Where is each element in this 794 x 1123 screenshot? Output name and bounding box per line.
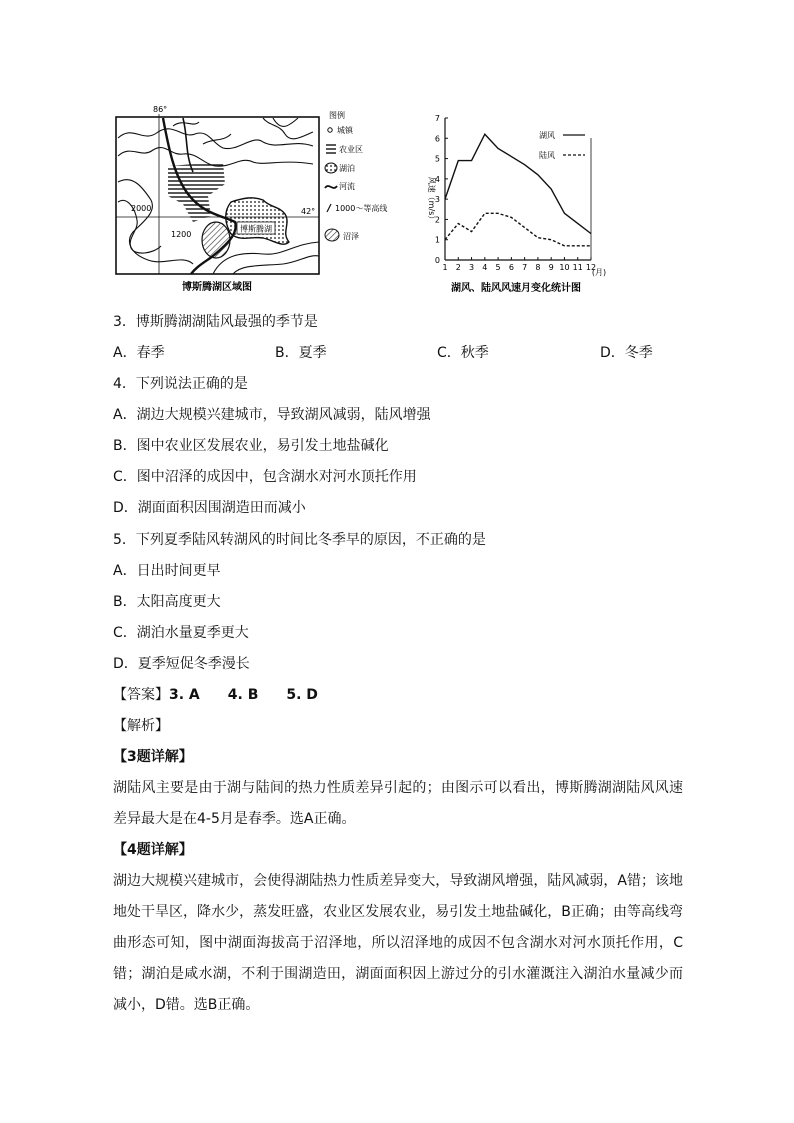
question-4-option-c: C．图中沼泽的成因中，包含湖水对河水顶托作用 — [113, 469, 417, 485]
answer-label: 【答案】 — [113, 687, 169, 703]
y-tick-label: 4 — [434, 174, 440, 184]
x-tick-label: 12 — [585, 263, 597, 272]
x-tick-label: 3 — [468, 263, 475, 272]
question-4-stem: 4．下列说法正确的是 — [113, 376, 248, 392]
question-3-stem: 3．博斯腾湖湖陆风最强的季节是 — [113, 314, 318, 330]
x-tick-label: 9 — [548, 263, 554, 272]
question-3-option-c: C．秋季 — [437, 345, 489, 361]
lake-label: 博斯腾湖 — [240, 224, 272, 234]
chart-series — [445, 134, 591, 246]
question-4-detail-body: 湖边大规模兴建城市，会使得湖陆热力性质差异变大，导致湖风增强，陆风减弱，A错；该地地处干旱区，降水少，蒸发旺盛，农业区发展农业，易引发土地盐碱化，B正确；由等高线弯曲形态可知，图中湖面海拔高于沼泽地，所以沼泽地的成因不包含湖水对河水顶托作用，C错；湖泊是咸水湖，不利于围湖造田，湖面面积因上游过分的引水灌溉注入湖泊水量减少而减小，D错。选B正确。 — [113, 873, 683, 1013]
series-line-lake-wind — [445, 134, 591, 233]
answer-text: 3. A 4. B 5. D — [169, 687, 318, 703]
legend-item-town: 城镇 — [337, 126, 353, 135]
question-5-option-b: B．太阳高度更大 — [113, 594, 221, 610]
y-tick-label: 3 — [434, 195, 440, 205]
question-4-option-d: D．湖面面积因围湖造田而减小 — [113, 500, 306, 516]
chart-x-label: (月) — [591, 268, 607, 277]
chart-title: 湖风、陆风风速月变化统计图 — [451, 283, 581, 294]
map-legend — [325, 110, 387, 241]
chart-axes — [445, 118, 591, 260]
town-icon — [328, 128, 332, 132]
contour-label-1200: 1200 — [171, 230, 192, 239]
agricultural-area-icon — [326, 144, 336, 154]
y-tick-label: 1 — [434, 235, 440, 245]
question-3-option-b: B．夏季 — [275, 345, 327, 361]
latitude-label: 42° — [301, 207, 316, 216]
legend-item-river: 河流 — [339, 182, 355, 191]
question-5-stem: 5．下列夏季陆风转湖风的时间比冬季早的原因，不正确的是 — [113, 532, 486, 548]
question-3-option-a: A．春季 — [113, 345, 165, 361]
legend-label-land-wind: 陆风 — [539, 151, 555, 160]
y-tick-label: 0 — [434, 256, 440, 265]
legend-item-contour: 1000～等高线 — [335, 204, 388, 213]
map-caption: 博斯腾湖区域图 — [182, 282, 252, 293]
analysis-label: 【解析】 — [113, 718, 169, 734]
swamp — [202, 222, 230, 258]
longitude-label: 86° — [153, 105, 168, 114]
legend-item-lake: 湖泊 — [339, 164, 355, 173]
question-5-option-c: C．湖泊水量夏季更大 — [113, 625, 249, 641]
y-tick-label: 6 — [434, 134, 440, 144]
y-tick-label: 7 — [434, 114, 440, 123]
legend-label-lake-wind: 湖风 — [539, 131, 555, 140]
x-tick-label: 8 — [535, 263, 541, 272]
lake-region-map — [113, 104, 431, 296]
lake-icon — [325, 163, 337, 173]
chart-y-label: 风速（m/s） — [427, 176, 436, 224]
question-3-detail-heading: 【3题详解】 — [113, 749, 193, 765]
question-4-option-a: A．湖边大规模兴建城市，导致湖风减弱，陆风增强 — [113, 407, 431, 423]
legend-item-swamp: 沼泽 — [343, 232, 359, 241]
x-tick-label: 10 — [559, 263, 570, 272]
x-tick-label: 5 — [495, 263, 501, 272]
x-tick-label: 4 — [482, 263, 488, 272]
x-tick-label: 6 — [508, 263, 514, 272]
contour-label-2000: 2000 — [131, 204, 152, 213]
question-5-option-a: A．日出时间更早 — [113, 563, 221, 579]
swamp-icon — [325, 229, 339, 241]
chart-legend — [539, 130, 585, 160]
x-tick-label: 2 — [455, 263, 461, 272]
question-5-option-d: D．夏季短促冬季漫长 — [113, 656, 250, 672]
y-tick-label: 5 — [434, 154, 440, 164]
series-line-land-wind — [445, 213, 591, 245]
legend-item-agriculture: 农业区 — [339, 145, 363, 154]
question-3-detail-body: 湖陆风主要是由于湖与陆间的热力性质差异引起的；由图示可以看出，博斯腾湖湖陆风风速差异最大是在4-5月是春季。选A正确。 — [113, 780, 683, 827]
contour-icon — [327, 204, 331, 212]
question-4-detail-heading: 【4题详解】 — [113, 842, 193, 858]
x-tick-label: 1 — [442, 263, 448, 272]
x-tick-label: 11 — [572, 263, 583, 272]
x-tick-label: 7 — [522, 263, 528, 272]
river-icon — [325, 186, 337, 188]
question-3-option-d: D．冬季 — [600, 345, 653, 361]
legend-title: 图例 — [329, 111, 345, 120]
question-4-option-b: B．图中农业区发展农业，易引发土地盐碱化 — [113, 438, 389, 454]
chart-ticks — [435, 114, 596, 272]
wind-speed-chart — [423, 110, 609, 296]
answer-line — [113, 685, 318, 705]
y-tick-label: 2 — [434, 215, 440, 225]
